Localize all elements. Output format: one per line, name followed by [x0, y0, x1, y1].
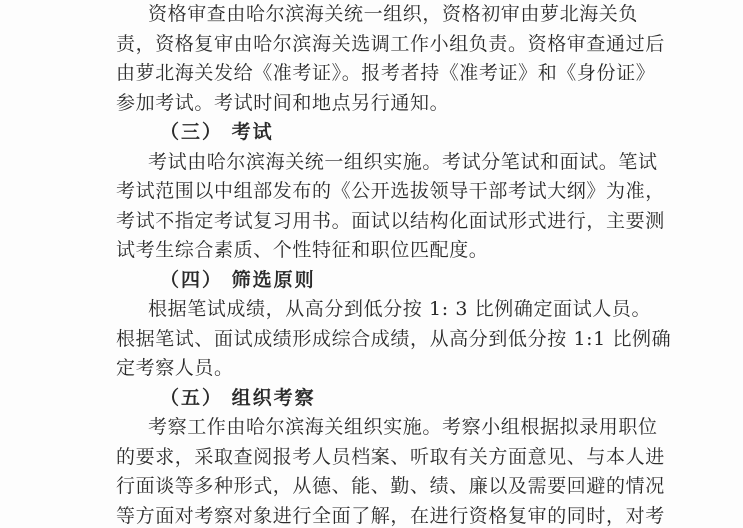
paragraph-line: 责，资格复审由哈尔滨海关选调工作小组负责。资格审查通过后	[116, 33, 665, 55]
paragraph-line: 考试不指定考试复习用书。面试以结构化面试形式进行，主要测	[116, 210, 665, 232]
paragraph-line: 考察工作由哈尔滨海关组织实施。考察小组根据拟录用职位	[148, 416, 658, 438]
paragraph-line: 等方面对考察对象进行全面了解，在进行资格复审的同时，对考	[116, 505, 665, 527]
section-heading-inspection: （五） 组织考察	[160, 387, 316, 409]
paragraph-line: 试考生综合素质、个性特征和职位匹配度。	[116, 239, 489, 261]
paragraph-line: 考试由哈尔滨海关统一组织实施。考试分笔试和面试。笔试	[148, 151, 658, 173]
section-heading-exam: （三） 考试	[160, 121, 274, 143]
paragraph-line: 行面谈等多种形式，从德、能、勤、绩、廉以及需要回避的情况	[116, 475, 665, 497]
paragraph-line: 考试范围以中组部发布的《公开选拔领导干部考试大纲》为准，	[116, 180, 665, 202]
section-heading-screening: （四） 筛选原则	[160, 269, 316, 291]
paragraph-line: 定考察人员。	[116, 357, 234, 379]
paragraph-line: 的要求，采取查阅报考人员档案、听取有关方面意见、与本人进	[116, 446, 665, 468]
paragraph-line: 资格审查由哈尔滨海关统一组织，资格初审由萝北海关负	[148, 3, 639, 25]
paragraph-line: 根据笔试成绩，从高分到低分按 1: 3 比例确定面试人员。	[148, 298, 652, 320]
paragraph-line: 根据笔试、面试成绩形成综合成绩，从高分到低分按 1:1 比例确	[116, 328, 672, 350]
paragraph-line: 参加考试。考试时间和地点另行通知。	[116, 92, 450, 114]
paragraph-line: 由萝北海关发给《准考证》。报考者持《准考证》和《身份证》	[116, 62, 656, 84]
